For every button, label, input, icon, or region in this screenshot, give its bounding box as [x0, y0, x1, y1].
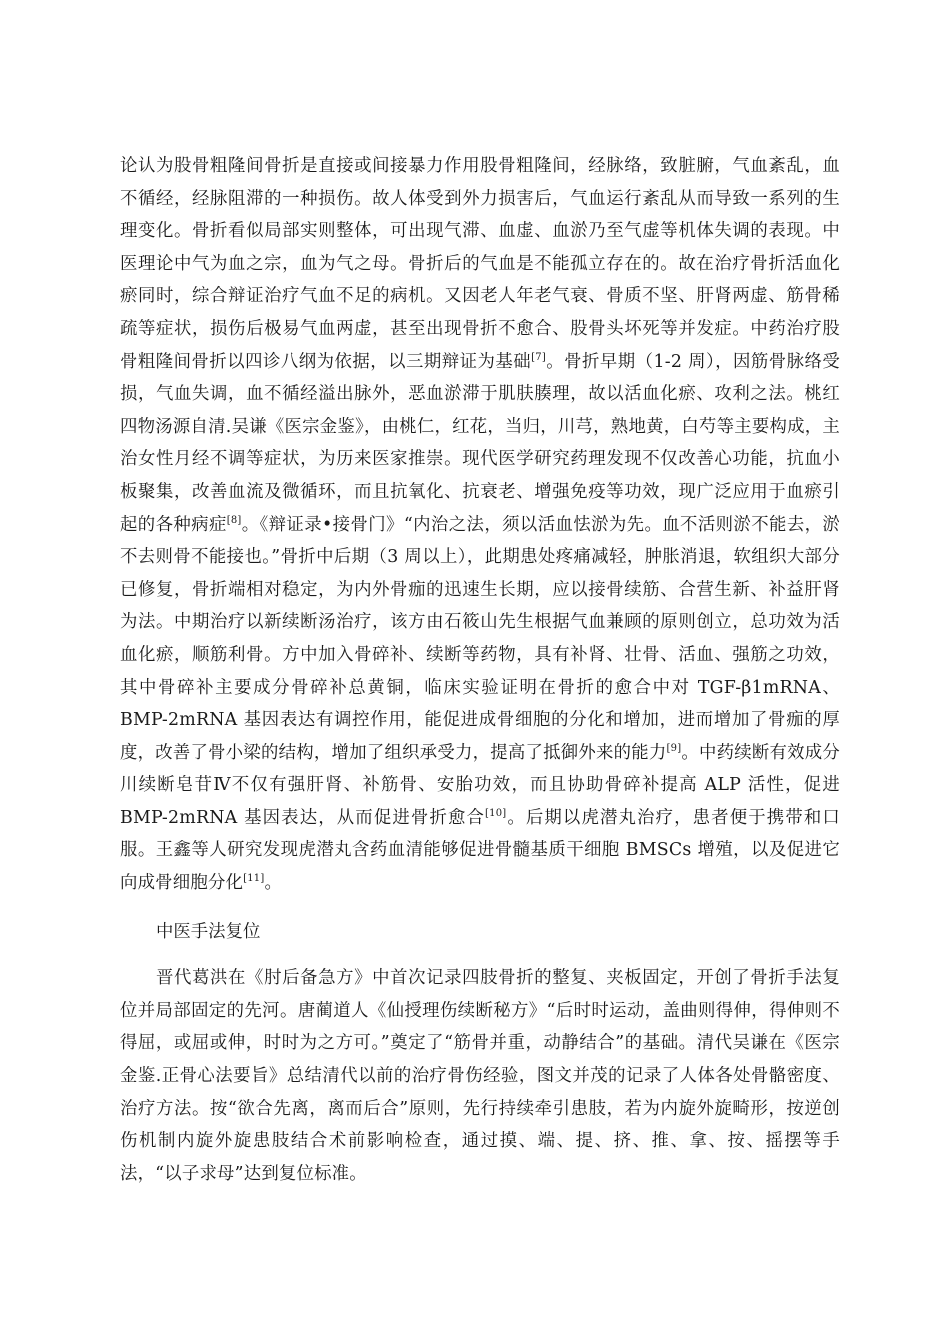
- paragraph-1-text-f: 。: [264, 873, 283, 894]
- citation-10: [10]: [485, 808, 507, 820]
- body-paragraph-1: [120, 150, 840, 900]
- section-heading: 中医手法复位: [156, 921, 261, 942]
- citation-11: [11]: [243, 873, 265, 885]
- paragraph-1-text-e: 。后期以虎潜丸治疗，患者便于携带和口服。王鑫等人研究发现虎潜丸含药血清能够促进骨髓基质干细胞 BMSCs 增殖，以及促进它向成骨细胞分化: [120, 807, 840, 894]
- paragraph-1-text-b: 。骨折早期（1-2 周），因筋骨脉络受损，气血失调，血不循经溢出脉外，恶血淤滞于肌肤腠理，故以活血化瘀、攻利之法。桃红四物汤源自清.吴谦《医宗金鉴》，由桃仁，红花，当归，川芎，熟地黄，白芍等主要构成，主治女性月经不调等症状，为历来医家推崇。现代医学研究药理发现不仅改善心功能，抗血小板聚集，改善血流及微循环，而且抗氧化、抗衰老、增强免疫等功效，现广泛应用于血瘀引起的各种病症: [120, 351, 841, 535]
- paragraph-1-text-a: 论认为股骨粗隆间骨折是直接或间接暴力作用股骨粗隆间，经脉络，致脏腑，气血紊乱，血不循经，经脉阻滞的一种损伤。故人体受到外力损害后，气血运行紊乱从而导致一系列的生理变化。骨折看似局部实则整体，可出现气滞、血虚、血淤乃至气虚等机体失调的表现。中医理论中气为血之宗，血为气之母。骨折后的气血是不能孤立存在的。故在治疗骨折活血化瘀同时，综合辩证治疗气血不足的病机。又因老人年老气衰、骨质不坚、肝肾两虚、筋骨稀疏等症状，损伤后极易气血两虚，甚至出现骨折不愈合、股骨头坏死等并发症。中药治疗股骨粗隆间骨折以四诊八纲为依据，以三期辩证为基础: [120, 156, 840, 372]
- citation-9: [9]: [666, 742, 682, 754]
- paragraph-1-text-c: 。《辩证录•接骨门》“内治之法，须以活血怯淤为先。血不活则淤不能去，淤不去则骨不能接也。”骨折中后期（3 周以上），此期患处疼痛减轻，肿胀消退，软组织大部分已修复，骨折端相对稳定，为内外骨痂的迅速生长期，应以接骨续筋、合营生新、补益肝肾为法。中期治疗以新续断汤治疗，该方由石筱山先生根据气血兼顾的原则创立，总功效为活血化瘀，顺筋利骨。方中加入骨碎补、续断等药物，具有补肾、壮骨、活血、强筋之功效，其中骨碎补主要成分骨碎补总黄铜，临床实验证明在骨折的愈合中对 TGF-β1mRNA、BMP-2mRNA 基因表达有调控作用，能促进成骨细胞的分化和增加，进而增加了骨痂的厚度，改善了骨小梁的结构，增加了组织承受力，提高了抵御外来的能力: [120, 514, 840, 763]
- citation-8: [8]: [226, 514, 242, 526]
- body-paragraph-2: 晋代葛洪在《肘后备急方》中首次记录四肢骨折的整复、夹板固定，开创了骨折手法复位并局部固定的先河。唐蔺道人《仙授理伤续断秘方》“后时时运动，盖曲则得伸，得伸则不得屈，或屈或伸，时时为之方可。”奠定了“筋骨并重，动静结合”的基础。清代吴谦在《医宗金鉴.正骨心法要旨》总结清代以前的治疗骨伤经验，图文并茂的记录了人体各处骨骼密度、治疗方法。按“欲合先离，离而后合”原则，先行持续牵引患肢，若为内旋外旋畸形，按逆创伤机制内旋外旋患肢结合术前影响检查，通过摸、端、提、挤、推、拿、按、摇摆等手法，“以子求母”达到复位标准。: [120, 968, 840, 1184]
- paragraph-1-text-d: 。中药续断有效成分川续断皂苷Ⅳ不仅有强肝肾、补筋骨、安胎功效，而且协助骨碎补提高 ALP 活性，促进 BMP-2mRNA 基因表达，从而促进骨折愈合: [120, 742, 840, 828]
- document-page: [120, 150, 840, 1190]
- citation-7: [7]: [531, 351, 546, 363]
